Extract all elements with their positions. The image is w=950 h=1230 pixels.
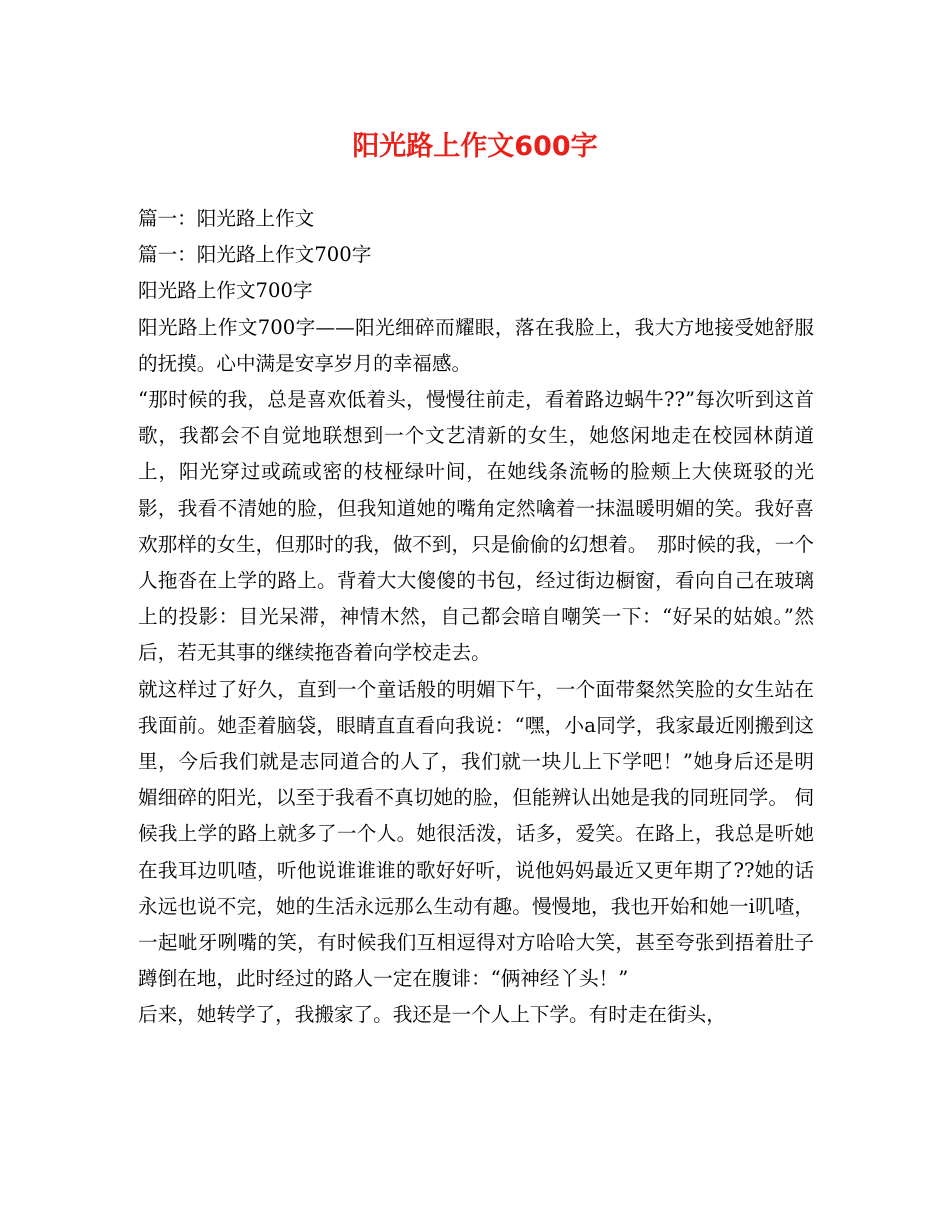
paragraph-essay-title: 阳光路上作文700字 (138, 279, 313, 303)
paragraph-friend: 就这样过了好久，直到一个童话般的明媚下午，一个面带粲然笑脸的女生站在我面前。她歪着脑袋，眼睛直直看向我说：“嘿，小a同学，我家最近刚搬到这里，今后我们就是志同道合的人了，我们就一块儿上下学吧！”她身后还是明媚细碎的阳光，以至于我看不真切她的脸，但能辨认出她是我的同班同学。 伺候我上学的路上就多了一个人。她很活泼，话多，爱笑。在路上，我总是听她在我耳边叽喳，听他说谁谁谁的歌好好听，说他妈妈最近又更年期了??她的话永远也说不完，她的生活永远那么生动有趣。慢慢地，我也开始和她一i叽喳，一起呲牙咧嘴的笑，有时候我们互相逗得对方哈哈大笑，甚至夸张到捂着肚子蹲倒在地，此时经过的路人一定在腹诽：“俩神经丫头！” (138, 677, 814, 991)
document-body (138, 201, 814, 1034)
paragraph-section-heading: 篇一：阳光路上作文 (138, 207, 315, 230)
paragraph-memory: “那时候的我，总是喜欢低着头，慢慢往前走，看着路边蜗牛??”每次听到这首歌，我都会不自觉地联想到一个文艺清新的女生，她悠闲地走在校园林荫道上，阳光穿过或疏或密的枝桠绿叶间，在她线条流畅的脸颊上大侠斑驳的光影，我看不清她的脸，但我知道她的嘴角定然噙着一抹温暖明媚的笑。我好喜欢那样的女生，但那时的我，做不到，只是偷偷的幻想着。 那时候的我，一个人拖沓在上学的路上。背着大大傻傻的书包，经过街边橱窗，看向自己在玻璃上的投影：目光呆滞，神情木然，自己都会暗自嘲笑一下：“好呆的姑娘。”然后，若无其事的继续拖沓着向学校走去。 (138, 388, 814, 665)
paragraph-subheading: 篇一：阳光路上作文700字 (138, 243, 372, 267)
document-title: 阳光路上作文600字 (352, 131, 598, 162)
paragraph-intro: 阳光路上作文700字——阳光细碎而耀眼，落在我脸上，我大方地接受她舒服的抚摸。心中满是安享岁月的幸福感。 (138, 315, 814, 375)
paragraph-later: 后来，她转学了，我搬家了。我还是一个人上下学。有时走在街头， (138, 1003, 726, 1027)
